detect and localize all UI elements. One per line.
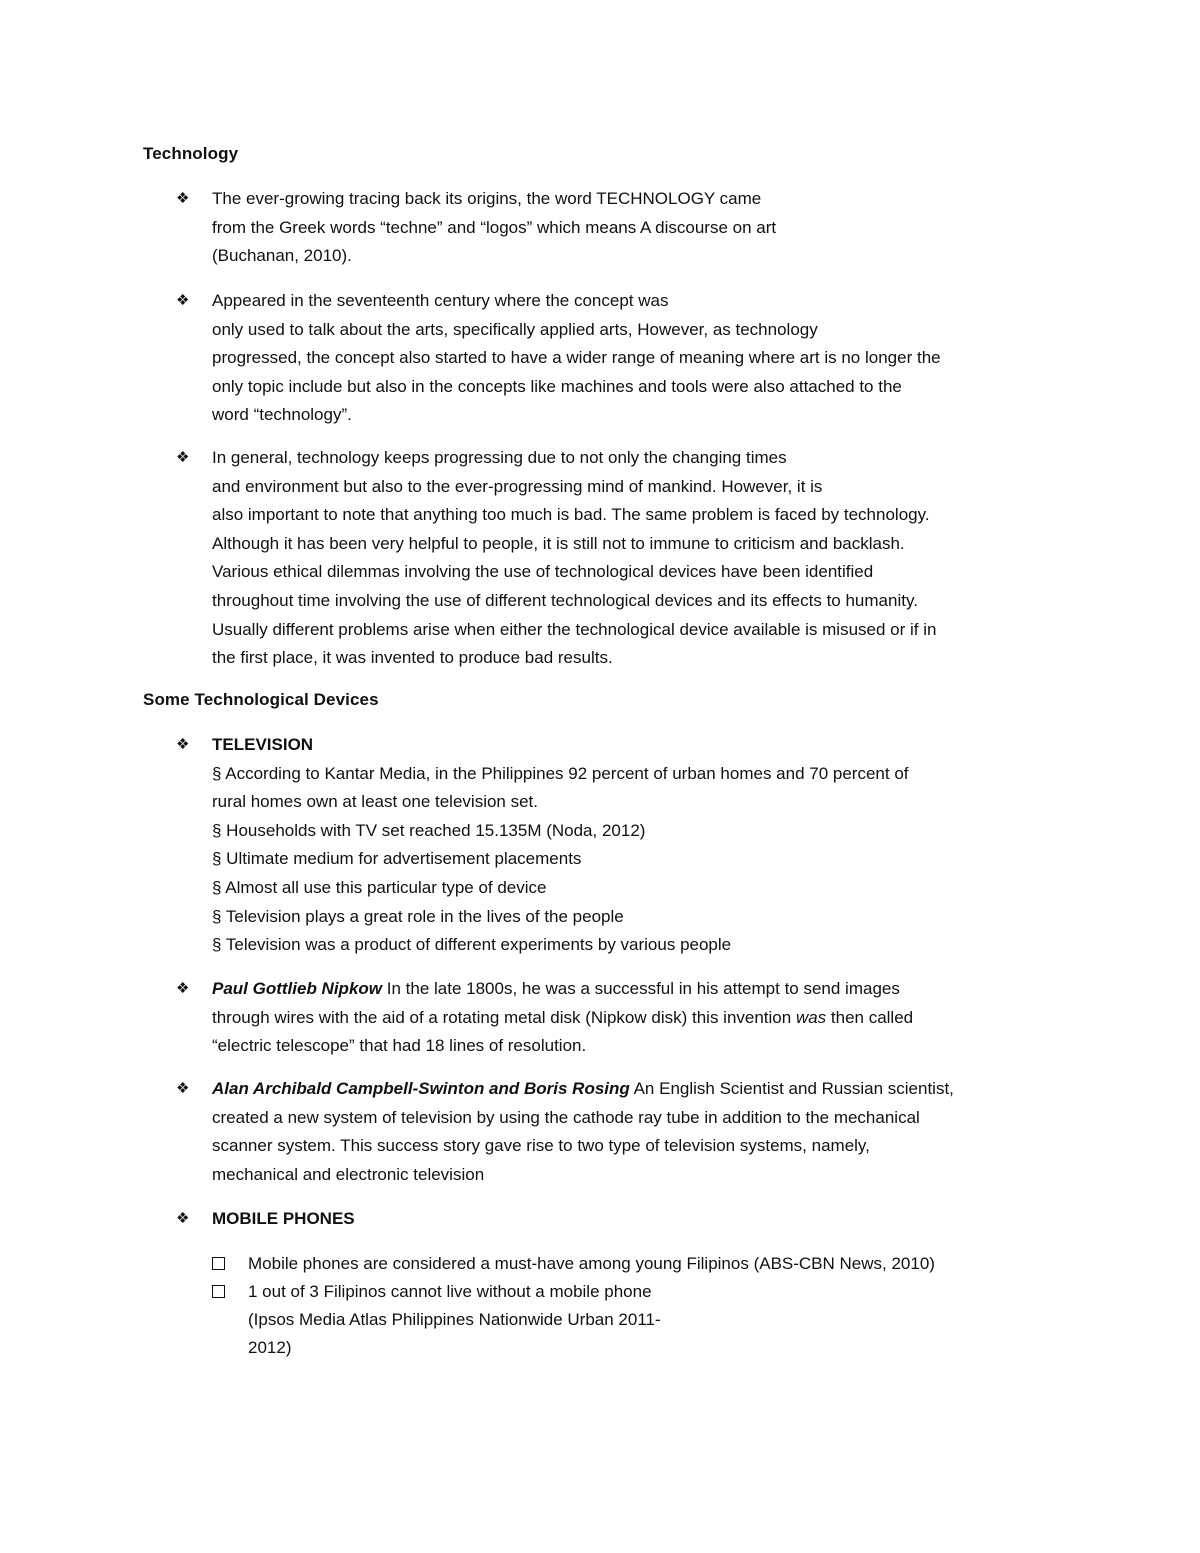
text-line: 2012)	[248, 1338, 292, 1357]
tech-bullet-3-text	[212, 444, 1072, 673]
diamond-bullet-icon: ❖	[176, 190, 190, 207]
text-line: created a new system of television by using the cathode ray tube in addition to the mechanical	[212, 1107, 920, 1127]
tech-bullet-1-text	[212, 185, 1072, 271]
text-line: (Ipsos Media Atlas Philippines Nationwide Urban 2011-	[248, 1310, 661, 1329]
swinton-line1-rest: An English Scientist and Russian scientist,	[629, 1079, 954, 1098]
swinton-text	[212, 1075, 1072, 1189]
text-line: § Television plays a great role in the lives of the people	[212, 906, 624, 926]
nipkow-line2-italic: was	[795, 1007, 827, 1027]
text-line: only topic include but also in the concepts like machines and tools were also attached to the	[212, 376, 902, 396]
heading-devices: Some Technological Devices	[143, 690, 379, 709]
text-line: Appeared in the seventeenth century where the concept was	[212, 291, 669, 310]
television-text	[212, 731, 1072, 960]
mobile-item-2-text	[248, 1278, 968, 1362]
nipkow-line1-rest: In the late 1800s, he was a successful in his attempt to send images	[382, 979, 900, 998]
text-line: only used to talk about the arts, specifically applied arts, However, as technology	[212, 319, 818, 339]
mobile-title: MOBILE PHONES	[212, 1209, 355, 1228]
text-line: mechanical and electronic television	[212, 1164, 485, 1184]
text-line: from the Greek words “techne” and “logos” which means A discourse on art	[212, 217, 777, 237]
text-line: and environment but also to the ever-progressing mind of mankind. However, it is	[212, 476, 823, 496]
text-line: (Buchanan, 2010).	[212, 246, 352, 266]
text-line: § According to Kantar Media, in the Philippines 92 percent of urban homes and 70 percent of	[212, 763, 909, 783]
text-line: throughout time involving the use of different technological devices and its effects to humanity.	[212, 590, 918, 610]
diamond-bullet-icon: ❖	[176, 980, 190, 997]
nipkow-line2-b: then called	[826, 1007, 914, 1027]
text-line: 1 out of 3 Filipinos cannot live without a mobile phone	[248, 1282, 652, 1301]
diamond-bullet-icon: ❖	[176, 449, 190, 466]
text-line	[212, 975, 1072, 1004]
text-line: The ever-growing tracing back its origins, the word TECHNOLOGY came	[212, 189, 762, 208]
text-line	[212, 1075, 1072, 1104]
text-line: Mobile phones are considered a must-have among young Filipinos (ABS-CBN News, 2010)	[248, 1254, 935, 1273]
diamond-bullet-icon: ❖	[176, 1210, 190, 1227]
mobile-text	[212, 1205, 1072, 1234]
checkbox-square-icon	[212, 1285, 225, 1298]
text-line: scanner system. This success story gave rise to two type of television systems, namely,	[212, 1136, 870, 1156]
text-line: § Television was a product of different experiments by various people	[212, 935, 732, 955]
text-line: Various ethical dilemmas involving the use of technological devices have been identified	[212, 562, 874, 582]
text-line: Although it has been very helpful to people, it is still not to immune to criticism and backlash.	[212, 533, 905, 553]
text-line	[212, 1004, 1072, 1033]
text-line: Usually different problems arise when either the technological device available is misused or if in	[212, 619, 937, 639]
diamond-bullet-icon: ❖	[176, 736, 190, 753]
text-line: word “technology”.	[212, 405, 352, 425]
tech-bullet-2-text	[212, 287, 1072, 430]
swinton-name: Alan Archibald Campbell-Swinton and Boris Rosing	[212, 1079, 630, 1098]
heading-technology: Technology	[143, 144, 239, 163]
diamond-bullet-icon: ❖	[176, 292, 190, 309]
text-line: § Almost all use this particular type of device	[212, 877, 547, 897]
text-line: § Ultimate medium for advertisement placements	[212, 849, 582, 869]
checkbox-square-icon	[212, 1257, 225, 1270]
nipkow-name: Paul Gottlieb Nipkow	[212, 979, 383, 998]
text-line: the first place, it was invented to produce bad results.	[212, 648, 613, 668]
text-line: also important to note that anything too much is bad. The same problem is faced by technology.	[212, 505, 930, 525]
text-line: In general, technology keeps progressing due to not only the changing times	[212, 448, 787, 467]
television-title: TELEVISION	[212, 735, 314, 754]
text-line: “electric telescope” that had 18 lines of resolution.	[212, 1036, 587, 1056]
mobile-item-1-text	[248, 1250, 968, 1278]
nipkow-text	[212, 975, 1072, 1061]
text-line: rural homes own at least one television set.	[212, 792, 539, 812]
text-line: progressed, the concept also started to have a wider range of meaning where art is no longer the	[212, 348, 941, 368]
text-line: § Households with TV set reached 15.135M (Noda, 2012)	[212, 820, 646, 840]
nipkow-line2-a: through wires with the aid of a rotating metal disk (Nipkow disk) this invention	[212, 1007, 796, 1027]
diamond-bullet-icon: ❖	[176, 1080, 190, 1097]
